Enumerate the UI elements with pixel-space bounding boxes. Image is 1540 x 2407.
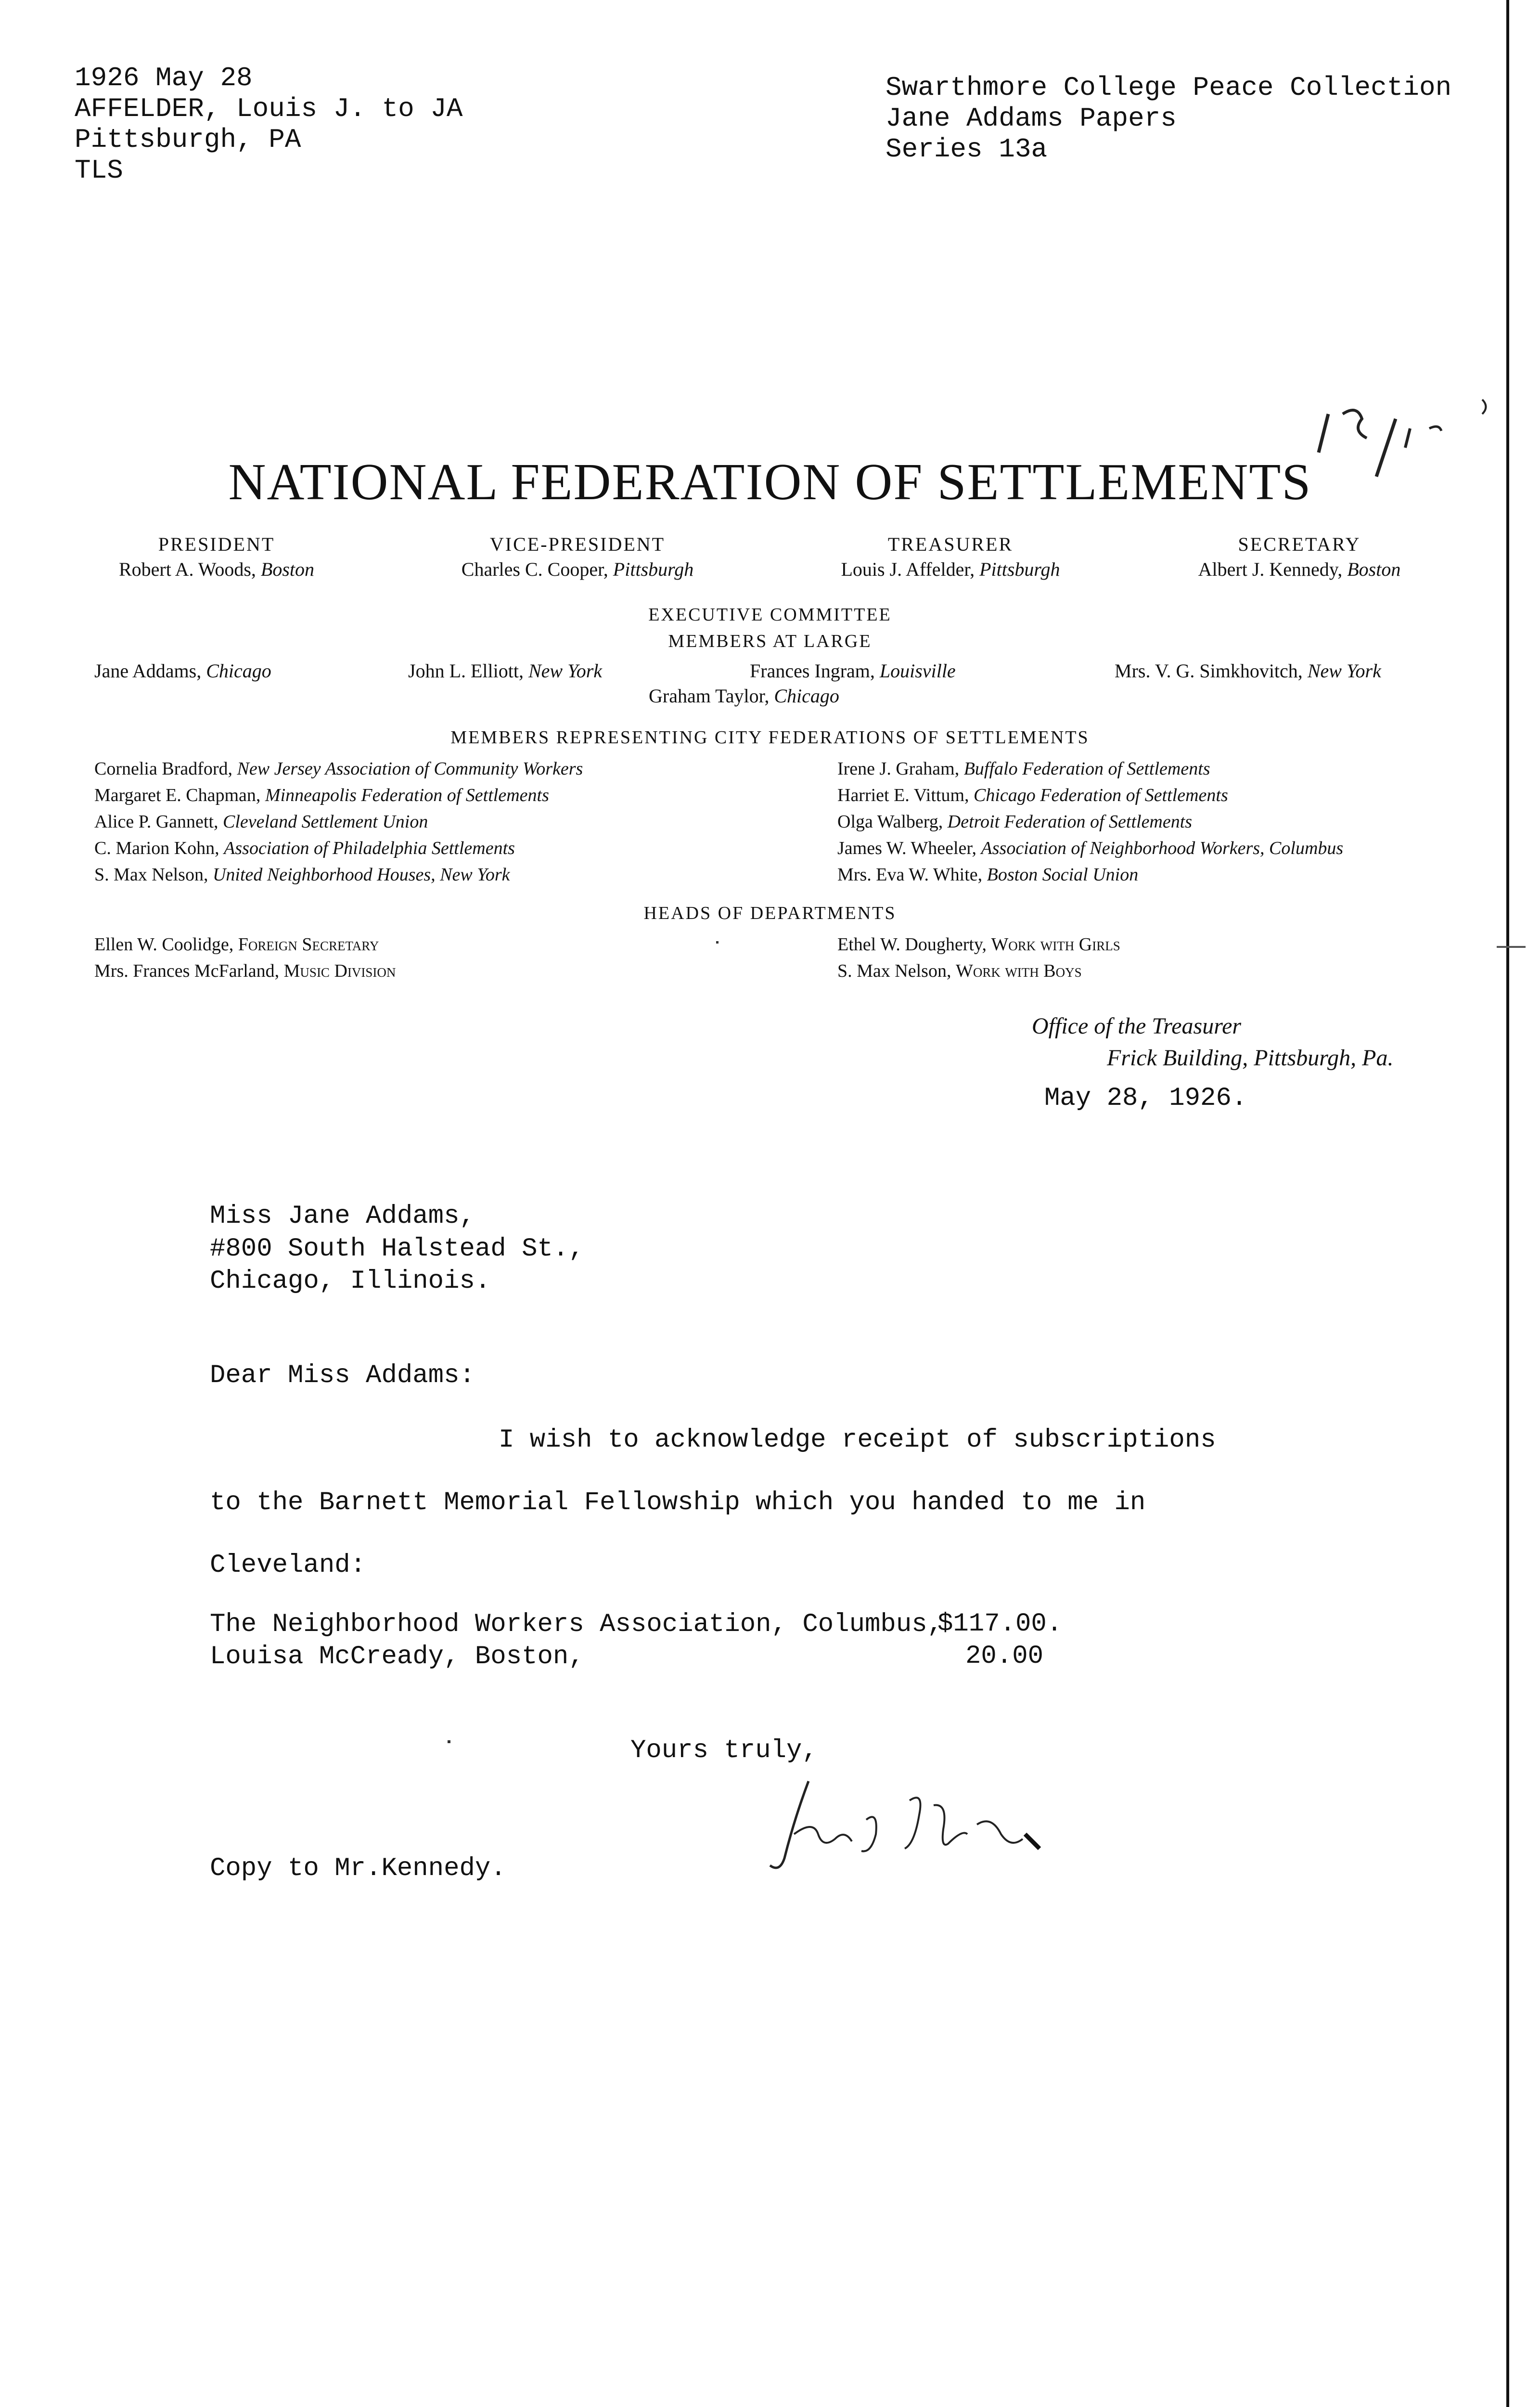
subscription-amount: $117.00. bbox=[937, 1609, 1063, 1639]
body-line: Cleveland: bbox=[210, 1551, 366, 1580]
stray-dot-mark bbox=[716, 941, 719, 944]
archive-place: Pittsburgh, PA bbox=[75, 124, 301, 155]
officer-role: PRESIDENT bbox=[158, 533, 275, 555]
letter-date: May 28, 1926. bbox=[1044, 1084, 1247, 1113]
list-item: Harriet E. Vittum, Chicago Federation of Settlements bbox=[837, 785, 1228, 805]
officer-name: Albert J. Kennedy, bbox=[1198, 558, 1343, 580]
letterhead-title: NATIONAL FEDERATION OF SETTLEMENTS bbox=[228, 453, 1312, 511]
departments-left bbox=[94, 932, 396, 984]
carbon-copy: Copy to Mr.Kennedy. bbox=[210, 1854, 506, 1883]
officer-place: Boston bbox=[260, 558, 315, 580]
member-at-large: Frances Ingram, Louisville bbox=[750, 660, 956, 682]
archive-header-left bbox=[75, 63, 463, 186]
officer-vice-president bbox=[409, 532, 746, 582]
stray-dot-mark bbox=[448, 1740, 450, 1743]
city-federations-left bbox=[94, 756, 583, 888]
member-at-large: John L. Elliott, New York bbox=[408, 660, 603, 682]
officer-role: SECRETARY bbox=[1238, 533, 1361, 555]
officer-name: Louis J. Affelder, bbox=[841, 558, 975, 580]
officer-president bbox=[72, 532, 361, 582]
officer-treasurer bbox=[794, 532, 1107, 582]
margin-dash-mark bbox=[1497, 946, 1526, 948]
departments-right bbox=[837, 932, 1120, 984]
list-item: Olga Walberg, Detroit Federation of Settlements bbox=[837, 812, 1193, 832]
body-line: to the Barnett Memorial Fellowship which you handed to me in bbox=[210, 1488, 1146, 1517]
departments-heading: HEADS OF DEPARTMENTS bbox=[643, 903, 897, 923]
archive-date: 1926 May 28 bbox=[75, 63, 253, 93]
list-item: James W. Wheeler, Association of Neighborhood Workers, Columbus bbox=[837, 838, 1344, 858]
officer-name: Charles C. Cooper, bbox=[461, 558, 608, 580]
member-at-large: Jane Addams, Chicago bbox=[94, 660, 271, 682]
archive-collection: Swarthmore College Peace Collection bbox=[886, 72, 1452, 103]
executive-committee-heading: EXECUTIVE COMMITTEE bbox=[648, 605, 892, 625]
officer-place: Boston bbox=[1347, 558, 1401, 580]
subscription-label: The Neighborhood Workers Association, Columbus, bbox=[210, 1610, 943, 1639]
list-item: Mrs. Eva W. White, Boston Social Union bbox=[837, 865, 1139, 885]
city-federations-right bbox=[837, 756, 1343, 888]
list-item: Irene J. Graham, Buffalo Federation of Settlements bbox=[837, 759, 1210, 779]
list-item: Margaret E. Chapman, Minneapolis Federation of Settlements bbox=[94, 785, 549, 805]
archive-papers: Jane Addams Papers bbox=[886, 103, 1177, 134]
office-line-2: Frick Building, Pittsburgh, Pa. bbox=[1107, 1045, 1394, 1071]
archive-series: Series 13a bbox=[886, 134, 1048, 165]
officer-role: VICE-PRESIDENT bbox=[489, 533, 666, 555]
members-at-large-heading: MEMBERS AT LARGE bbox=[668, 631, 872, 651]
officer-secretary bbox=[1145, 532, 1453, 582]
list-item: Ellen W. Coolidge, Foreign Secretary bbox=[94, 934, 379, 955]
officer-name: Robert A. Woods, bbox=[118, 558, 256, 580]
archive-header-right bbox=[886, 72, 1451, 165]
archive-correspondents: AFFELDER, Louis J. to JA bbox=[75, 93, 463, 124]
list-item: C. Marion Kohn, Association of Philadelphia Settlements bbox=[94, 838, 515, 858]
list-item: Alice P. Gannett, Cleveland Settlement Union bbox=[94, 812, 428, 832]
address-line: #800 South Halstead St., bbox=[210, 1234, 584, 1264]
office-line-1: Office of the Treasurer bbox=[1032, 1013, 1242, 1039]
city-federations-heading: MEMBERS REPRESENTING CITY FEDERATIONS OF SETTLEMENTS bbox=[450, 727, 1090, 748]
subscription-label: Louisa McCready, Boston, bbox=[210, 1642, 584, 1671]
address-line: Chicago, Illinois. bbox=[210, 1267, 491, 1296]
subscription-amount: 20.00 bbox=[965, 1642, 1044, 1671]
list-item: S. Max Nelson, Work with Boys bbox=[837, 961, 1082, 981]
body-line: I wish to acknowledge receipt of subscriptions bbox=[499, 1425, 1216, 1455]
closing: Yours truly, bbox=[630, 1736, 818, 1765]
signature bbox=[751, 1762, 1068, 1889]
list-item: Ethel W. Dougherty, Work with Girls bbox=[837, 934, 1120, 955]
address-line: Miss Jane Addams, bbox=[210, 1202, 475, 1231]
list-item: Mrs. Frances McFarland, Music Division bbox=[94, 961, 396, 981]
archive-type: TLS bbox=[75, 155, 123, 186]
officer-place: Pittsburgh bbox=[979, 558, 1060, 580]
list-item: S. Max Nelson, United Neighborhood Houses, New York bbox=[94, 865, 510, 885]
member-at-large: Mrs. V. G. Simkhovitch, New York bbox=[1115, 660, 1381, 682]
salutation: Dear Miss Addams: bbox=[210, 1361, 475, 1390]
officer-place: Pittsburgh bbox=[613, 558, 694, 580]
officer-role: TREASURER bbox=[887, 533, 1014, 555]
list-item: Cornelia Bradford, New Jersey Association of Community Workers bbox=[94, 759, 583, 779]
member-at-large: Graham Taylor, Chicago bbox=[649, 685, 839, 707]
